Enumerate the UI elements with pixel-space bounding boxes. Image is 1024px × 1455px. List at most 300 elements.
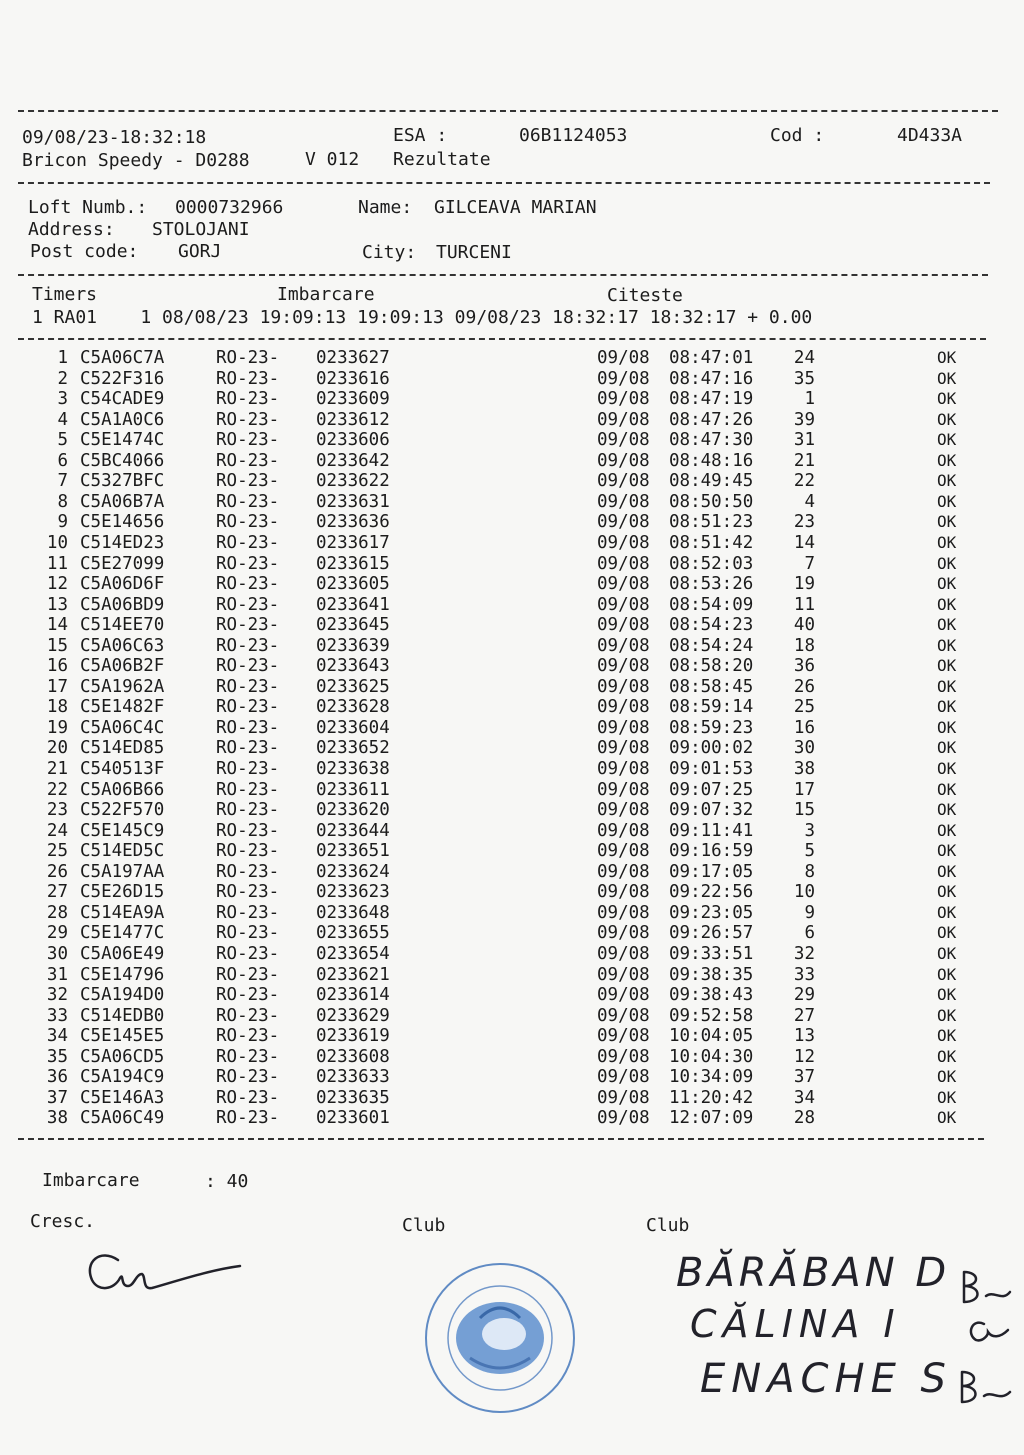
handwritten-initials: [958, 1262, 1018, 1422]
result-chip-id: C5A06E49: [80, 943, 165, 964]
top-divider: [18, 110, 998, 112]
result-arrival-date: 09/08: [597, 1067, 650, 1088]
table-row: [0, 944, 1024, 964]
result-status: OK: [937, 1026, 957, 1046]
result-chip-id: C514EDB0: [80, 1005, 165, 1026]
result-ring-number: 0233617: [316, 532, 390, 553]
timer-line: 1 RA01 1 08/08/23 19:09:13 19:09:13 09/08/23 18:32:17 18:32:17 + 0.00: [32, 307, 813, 328]
result-index: 25: [46, 841, 68, 862]
result-arrival-time: 11:20:42: [669, 1087, 754, 1108]
result-chip-id: C514ED5C: [80, 841, 165, 862]
result-arrival-date: 09/08: [597, 697, 650, 718]
result-status: OK: [937, 841, 957, 861]
address-label: Address:: [28, 219, 115, 240]
result-index: 27: [46, 882, 68, 903]
result-arrival-date: 09/08: [597, 471, 650, 492]
result-chip-id: C5E146A3: [80, 1087, 165, 1108]
result-status: OK: [937, 512, 957, 532]
result-ring-prefix: RO-23-: [216, 574, 280, 595]
result-arrival-time: 08:53:26: [669, 574, 754, 595]
table-row: [0, 759, 1024, 779]
result-ring-prefix: RO-23-: [216, 471, 280, 492]
result-ring-number: 0233608: [316, 1046, 390, 1067]
result-chip-id: C514ED23: [80, 532, 165, 553]
result-basket-position: 24: [793, 348, 815, 368]
result-chip-id: C514ED85: [80, 738, 165, 759]
result-ring-prefix: RO-23-: [216, 594, 280, 615]
result-chip-id: C5A194D0: [80, 985, 165, 1006]
address-value: STOLOJANI: [152, 219, 250, 240]
result-status: OK: [937, 697, 957, 717]
cod-value: 4D433A: [897, 125, 963, 146]
table-row: [0, 780, 1024, 800]
timers-imbarcare-label: Imbarcare: [277, 284, 375, 305]
result-status: OK: [937, 368, 957, 388]
device-name: Bricon Speedy - D0288: [22, 150, 250, 171]
table-row: [0, 1026, 1024, 1046]
result-ring-number: 0233612: [316, 409, 390, 430]
result-ring-prefix: RO-23-: [216, 820, 280, 841]
result-chip-id: C5E27099: [80, 553, 165, 574]
result-arrival-date: 09/08: [597, 1026, 650, 1047]
result-chip-id: C5E14656: [80, 512, 165, 533]
result-index: 38: [46, 1108, 68, 1129]
result-arrival-time: 08:50:50: [669, 491, 754, 512]
result-arrival-time: 12:07:09: [669, 1108, 754, 1129]
result-ring-prefix: RO-23-: [216, 615, 280, 636]
result-arrival-date: 09/08: [597, 491, 650, 512]
result-ring-prefix: RO-23-: [216, 861, 280, 882]
result-ring-number: 0233628: [316, 697, 390, 718]
result-status: OK: [937, 1005, 957, 1025]
result-arrival-time: 09:38:35: [669, 964, 754, 985]
result-ring-prefix: RO-23-: [216, 409, 280, 430]
result-ring-prefix: RO-23-: [216, 738, 280, 759]
result-basket-position: 4: [804, 491, 815, 512]
result-status: OK: [937, 738, 957, 758]
report-type: Rezultate: [393, 149, 491, 170]
result-status: OK: [937, 635, 957, 655]
result-ring-number: 0233648: [316, 902, 390, 923]
result-status: OK: [937, 861, 957, 881]
table-row: [0, 615, 1024, 635]
result-index: 2: [57, 368, 68, 389]
handwritten-name-2: CĂLINA I: [690, 1302, 901, 1346]
result-ring-number: 0233606: [316, 430, 390, 451]
result-arrival-time: 08:58:20: [669, 656, 754, 677]
table-row: [0, 882, 1024, 902]
print-datetime: 09/08/23-18:32:18: [22, 127, 207, 148]
result-index: 16: [46, 656, 68, 677]
result-ring-prefix: RO-23-: [216, 491, 280, 512]
table-row: [0, 430, 1024, 450]
result-status: OK: [937, 553, 957, 573]
result-arrival-date: 09/08: [597, 348, 650, 368]
result-arrival-time: 09:33:51: [669, 943, 754, 964]
result-ring-number: 0233601: [316, 1108, 390, 1129]
result-ring-prefix: RO-23-: [216, 1108, 280, 1129]
result-ring-prefix: RO-23-: [216, 902, 280, 923]
loft-value: 0000732966: [175, 197, 284, 218]
result-arrival-time: 08:48:16: [669, 450, 754, 471]
result-chip-id: C5A06C4C: [80, 717, 165, 738]
result-arrival-time: 08:54:23: [669, 615, 754, 636]
result-chip-id: C5E14796: [80, 964, 165, 985]
result-arrival-time: 09:26:57: [669, 923, 754, 944]
result-ring-prefix: RO-23-: [216, 964, 280, 985]
result-chip-id: C5A06B66: [80, 779, 165, 800]
result-ring-number: 0233641: [316, 594, 390, 615]
result-index: 1: [57, 348, 68, 368]
result-arrival-time: 08:54:24: [669, 635, 754, 656]
result-ring-prefix: RO-23-: [216, 1046, 280, 1067]
result-chip-id: C5A06BD9: [80, 594, 165, 615]
result-basket-position: 14: [793, 532, 815, 553]
table-row: [0, 1088, 1024, 1108]
table-row: [0, 492, 1024, 512]
result-arrival-date: 09/08: [597, 615, 650, 636]
result-index: 18: [46, 697, 68, 718]
result-status: OK: [937, 779, 957, 799]
result-status: OK: [937, 656, 957, 676]
result-index: 12: [46, 574, 68, 595]
result-basket-position: 8: [804, 861, 815, 882]
result-arrival-date: 09/08: [597, 902, 650, 923]
result-status: OK: [937, 1087, 957, 1107]
result-index: 10: [46, 532, 68, 553]
result-ring-prefix: RO-23-: [216, 759, 280, 779]
result-status: OK: [937, 1067, 957, 1087]
result-chip-id: C5A06C49: [80, 1108, 165, 1129]
table-row: [0, 1047, 1024, 1067]
result-index: 6: [57, 450, 68, 471]
result-basket-position: 6: [804, 923, 815, 944]
table-row: [0, 1067, 1024, 1087]
result-arrival-time: 08:51:23: [669, 512, 754, 533]
result-chip-id: C5E1474C: [80, 430, 165, 451]
result-arrival-date: 09/08: [597, 594, 650, 615]
result-ring-prefix: RO-23-: [216, 943, 280, 964]
result-arrival-date: 09/08: [597, 738, 650, 759]
result-arrival-date: 09/08: [597, 985, 650, 1006]
result-arrival-time: 09:07:32: [669, 800, 754, 821]
club-label-1: Club: [402, 1215, 446, 1236]
result-index: 28: [46, 902, 68, 923]
result-ring-prefix: RO-23-: [216, 532, 280, 553]
result-index: 4: [57, 409, 68, 430]
result-ring-number: 0233624: [316, 861, 390, 882]
result-ring-number: 0233644: [316, 820, 390, 841]
result-basket-position: 40: [793, 615, 815, 636]
cresc-label: Cresc.: [30, 1211, 96, 1232]
header-divider: [18, 182, 990, 184]
loft-label: Loft Numb.:: [28, 197, 148, 218]
result-chip-id: C5A06B7A: [80, 491, 165, 512]
result-status: OK: [937, 409, 957, 429]
result-index: 30: [46, 943, 68, 964]
result-basket-position: 10: [793, 882, 815, 903]
result-basket-position: 31: [793, 430, 815, 451]
table-row: [0, 903, 1024, 923]
result-basket-position: 23: [793, 512, 815, 533]
result-chip-id: C5E26D15: [80, 882, 165, 903]
result-ring-number: 0233621: [316, 964, 390, 985]
result-index: 3: [57, 389, 68, 410]
result-status: OK: [937, 1108, 957, 1128]
result-ring-number: 0233655: [316, 923, 390, 944]
result-ring-number: 0233633: [316, 1067, 390, 1088]
result-arrival-date: 09/08: [597, 553, 650, 574]
result-ring-prefix: RO-23-: [216, 841, 280, 862]
result-status: OK: [937, 532, 957, 552]
result-arrival-date: 09/08: [597, 779, 650, 800]
table-row: [0, 985, 1024, 1005]
result-basket-position: 12: [793, 1046, 815, 1067]
result-status: OK: [937, 964, 957, 984]
result-arrival-date: 09/08: [597, 1046, 650, 1067]
result-status: OK: [937, 491, 957, 511]
result-arrival-time: 10:04:30: [669, 1046, 754, 1067]
result-arrival-date: 09/08: [597, 430, 650, 451]
result-ring-prefix: RO-23-: [216, 676, 280, 697]
result-chip-id: C514EE70: [80, 615, 165, 636]
result-arrival-date: 09/08: [597, 389, 650, 410]
result-ring-prefix: RO-23-: [216, 1005, 280, 1026]
result-ring-number: 0233615: [316, 553, 390, 574]
result-arrival-date: 09/08: [597, 717, 650, 738]
owner-divider: [18, 274, 988, 276]
postcode-value: GORJ: [178, 241, 222, 262]
result-chip-id: C5A194C9: [80, 1067, 165, 1088]
table-row: [0, 821, 1024, 841]
club-stamp: [420, 1258, 580, 1418]
table-row: [0, 1006, 1024, 1026]
result-status: OK: [937, 471, 957, 491]
name-value: GILCEAVA MARIAN: [434, 197, 597, 218]
result-arrival-time: 08:52:03: [669, 553, 754, 574]
result-basket-position: 32: [793, 943, 815, 964]
result-basket-position: 36: [793, 656, 815, 677]
result-ring-number: 0233625: [316, 676, 390, 697]
result-basket-position: 34: [793, 1087, 815, 1108]
result-arrival-time: 08:47:26: [669, 409, 754, 430]
result-ring-number: 0233605: [316, 574, 390, 595]
table-row: [0, 533, 1024, 553]
result-status: OK: [937, 820, 957, 840]
result-ring-number: 0233620: [316, 800, 390, 821]
result-arrival-time: 09:01:53: [669, 759, 754, 779]
postcode-label: Post code:: [30, 241, 139, 262]
result-arrival-time: 09:23:05: [669, 902, 754, 923]
result-chip-id: C54CADE9: [80, 389, 165, 410]
result-chip-id: C5A1A0C6: [80, 409, 165, 430]
result-ring-prefix: RO-23-: [216, 1026, 280, 1047]
result-index: 34: [46, 1026, 68, 1047]
result-arrival-time: 09:17:05: [669, 861, 754, 882]
result-basket-position: 29: [793, 985, 815, 1006]
table-row: [0, 389, 1024, 409]
result-arrival-time: 08:54:09: [669, 594, 754, 615]
result-basket-position: 35: [793, 368, 815, 389]
result-ring-prefix: RO-23-: [216, 553, 280, 574]
result-index: 9: [57, 512, 68, 533]
result-status: OK: [937, 882, 957, 902]
result-basket-position: 5: [804, 841, 815, 862]
result-arrival-time: 08:47:01: [669, 348, 754, 368]
result-status: OK: [937, 759, 957, 778]
result-arrival-date: 09/08: [597, 368, 650, 389]
result-arrival-time: 10:34:09: [669, 1067, 754, 1088]
result-ring-number: 0233654: [316, 943, 390, 964]
table-row: [0, 574, 1024, 594]
table-row: [0, 410, 1024, 430]
result-index: 24: [46, 820, 68, 841]
result-index: 14: [46, 615, 68, 636]
result-status: OK: [937, 943, 957, 963]
result-basket-position: 1: [804, 389, 815, 410]
result-ring-prefix: RO-23-: [216, 882, 280, 903]
result-index: 35: [46, 1046, 68, 1067]
result-chip-id: C5E145C9: [80, 820, 165, 841]
result-index: 15: [46, 635, 68, 656]
result-arrival-date: 09/08: [597, 759, 650, 779]
table-row: [0, 369, 1024, 389]
result-status: OK: [937, 800, 957, 820]
result-arrival-date: 09/08: [597, 512, 650, 533]
table-row: [0, 965, 1024, 985]
result-basket-position: 25: [793, 697, 815, 718]
result-chip-id: C5E145E5: [80, 1026, 165, 1047]
result-status: OK: [937, 676, 957, 696]
result-ring-number: 0233627: [316, 348, 390, 368]
result-chip-id: C522F570: [80, 800, 165, 821]
result-index: 20: [46, 738, 68, 759]
result-status: OK: [937, 348, 957, 367]
table-row: [0, 656, 1024, 676]
result-arrival-time: 08:59:14: [669, 697, 754, 718]
result-arrival-time: 09:07:25: [669, 779, 754, 800]
result-ring-number: 0233635: [316, 1087, 390, 1108]
result-arrival-date: 09/08: [597, 841, 650, 862]
cod-label: Cod :: [770, 125, 825, 146]
timers-divider: [18, 338, 986, 340]
result-chip-id: C5E1477C: [80, 923, 165, 944]
result-ring-number: 0233652: [316, 738, 390, 759]
result-arrival-date: 09/08: [597, 800, 650, 821]
result-arrival-time: 09:38:43: [669, 985, 754, 1006]
result-index: 22: [46, 779, 68, 800]
result-ring-prefix: RO-23-: [216, 1087, 280, 1108]
handwritten-name-1: BĂRĂBAN D: [676, 1250, 951, 1296]
result-ring-number: 0233614: [316, 985, 390, 1006]
result-chip-id: C5327BFC: [80, 471, 165, 492]
result-index: 13: [46, 594, 68, 615]
table-row: [0, 1108, 1024, 1128]
table-row: [0, 677, 1024, 697]
result-ring-number: 0233642: [316, 450, 390, 471]
result-status: OK: [937, 902, 957, 922]
table-row: [0, 512, 1024, 532]
result-ring-number: 0233645: [316, 615, 390, 636]
imbarcare-total-label: Imbarcare: [42, 1170, 140, 1191]
result-index: 5: [57, 430, 68, 451]
result-status: OK: [937, 985, 957, 1005]
result-chip-id: C5A06C63: [80, 635, 165, 656]
result-arrival-date: 09/08: [597, 676, 650, 697]
result-arrival-date: 09/08: [597, 635, 650, 656]
result-index: 7: [57, 471, 68, 492]
result-arrival-time: 08:47:30: [669, 430, 754, 451]
table-row: [0, 862, 1024, 882]
esa-label: ESA :: [393, 125, 448, 146]
result-ring-prefix: RO-23-: [216, 697, 280, 718]
result-basket-position: 38: [793, 759, 815, 779]
result-basket-position: 28: [793, 1108, 815, 1129]
result-arrival-date: 09/08: [597, 574, 650, 595]
result-basket-position: 39: [793, 409, 815, 430]
result-ring-number: 0233623: [316, 882, 390, 903]
table-row: [0, 923, 1024, 943]
result-index: 19: [46, 717, 68, 738]
result-basket-position: 26: [793, 676, 815, 697]
result-index: 29: [46, 923, 68, 944]
result-ring-prefix: RO-23-: [216, 923, 280, 944]
result-basket-position: 7: [804, 553, 815, 574]
result-ring-prefix: RO-23-: [216, 512, 280, 533]
result-ring-number: 0233604: [316, 717, 390, 738]
result-ring-number: 0233636: [316, 512, 390, 533]
result-ring-number: 0233611: [316, 779, 390, 800]
result-arrival-time: 09:11:41: [669, 820, 754, 841]
result-status: OK: [937, 615, 957, 635]
result-ring-number: 0233638: [316, 759, 390, 779]
result-arrival-time: 08:47:19: [669, 389, 754, 410]
result-arrival-date: 09/08: [597, 656, 650, 677]
device-version: V 012: [305, 149, 360, 170]
result-ring-prefix: RO-23-: [216, 450, 280, 471]
result-status: OK: [937, 430, 957, 450]
timers-citeste-label: Citeste: [607, 285, 683, 306]
result-status: OK: [937, 1046, 957, 1066]
result-arrival-date: 09/08: [597, 1005, 650, 1026]
result-ring-prefix: RO-23-: [216, 779, 280, 800]
result-basket-position: 33: [793, 964, 815, 985]
result-arrival-time: 08:47:16: [669, 368, 754, 389]
result-ring-prefix: RO-23-: [216, 800, 280, 821]
result-basket-position: 21: [793, 450, 815, 471]
result-ring-number: 0233629: [316, 1005, 390, 1026]
city-label: City:: [362, 242, 417, 263]
result-ring-prefix: RO-23-: [216, 1067, 280, 1088]
result-arrival-date: 09/08: [597, 820, 650, 841]
result-status: OK: [937, 594, 957, 614]
result-ring-prefix: RO-23-: [216, 635, 280, 656]
result-basket-position: 22: [793, 471, 815, 492]
result-index: 37: [46, 1087, 68, 1108]
result-chip-id: C5A06D6F: [80, 574, 165, 595]
result-ring-number: 0233651: [316, 841, 390, 862]
city-value: TURCENI: [436, 242, 512, 263]
result-ring-number: 0233639: [316, 635, 390, 656]
result-arrival-time: 08:58:45: [669, 676, 754, 697]
result-basket-position: 11: [793, 594, 815, 615]
result-arrival-date: 09/08: [597, 882, 650, 903]
result-basket-position: 17: [793, 779, 815, 800]
result-ring-prefix: RO-23-: [216, 717, 280, 738]
result-chip-id: C5BC4066: [80, 450, 165, 471]
result-index: 11: [46, 553, 68, 574]
table-row: [0, 636, 1024, 656]
